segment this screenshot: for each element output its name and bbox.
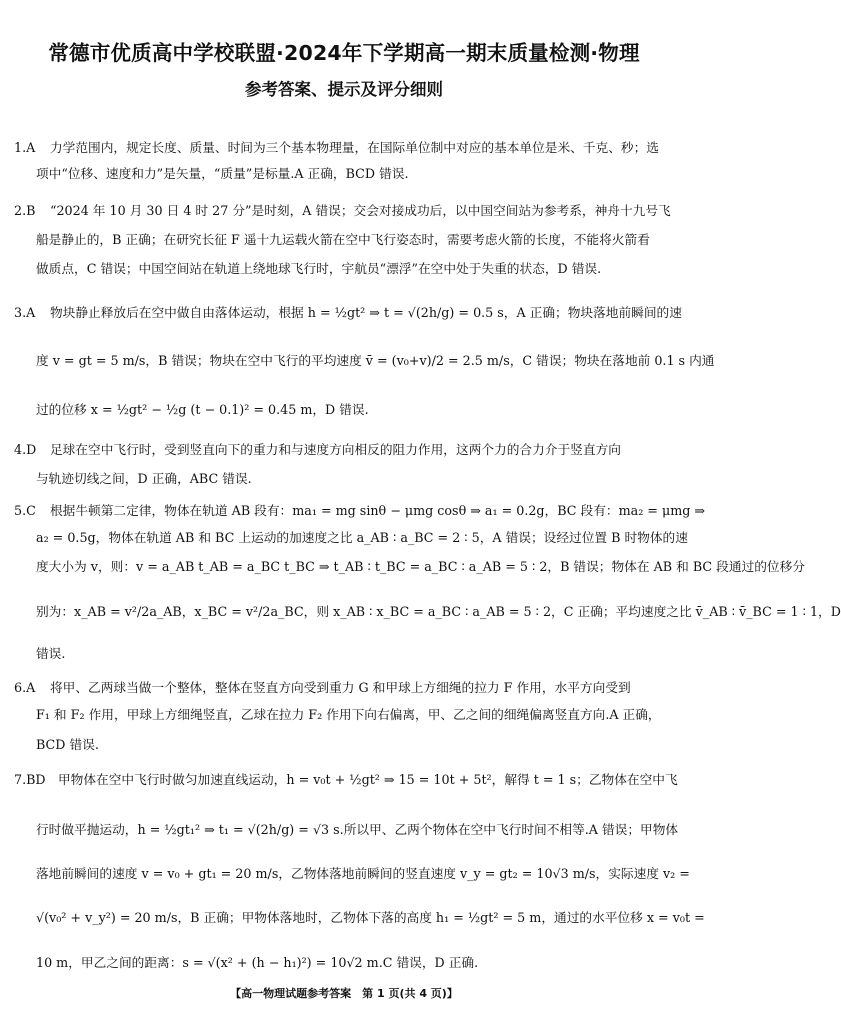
answer-text: 足球在空中飞行时，受到竖直向下的重力和与速度方向相反的阻力作用，这两个力的合力介于竖直方向	[50, 442, 621, 457]
answer-line	[36, 353, 715, 369]
answer-text: 根据牛顿第二定律，物体在轨道 AB 段有：ma₁ = mg sinθ − μmg cosθ ⇒ a₁ = 0.2g，BC 段有：ma₂ = μmg ⇒	[50, 503, 706, 518]
answer-text: F₁ 和 F₂ 作用，甲球上方细绳竖直，乙球在拉力 F₂ 作用下向右偏离，甲、乙之间的细绳偏离竖直方向.A 正确，	[36, 707, 661, 722]
answer-text: 项中“位移、速度和力”是矢量，“质量”是标量.A 正确，BCD 错误.	[36, 166, 409, 181]
answer-text: 度大小为 v，则：v = a_AB t_AB = a_BC t_BC ⇒ t_AB ∶ t_BC = a_BC ∶ a_AB = 5 ∶ 2，B 错误；物体在 AB 和 BC 段通过的位移分	[36, 559, 805, 574]
question-number: 5.C	[14, 503, 36, 518]
question-number: 6.A	[14, 680, 36, 695]
answer-text: 别为：x_AB = v²/2a_AB，x_BC = v²/2a_BC，则 x_AB ∶ x_BC = a_BC ∶ a_AB = 5 ∶ 2，C 正确；平均速度之比 v̄_AB ∶ v̄_BC = 1 ∶ 1，D	[36, 604, 841, 619]
answer-text: 行时做平抛运动，h = ½gt₁² ⇒ t₁ = √(2h/g) = √3 s.所以甲、乙两个物体在空中飞行时间不相等.A 错误；甲物体	[36, 822, 679, 837]
answer-text: 做质点，C 错误；中国空间站在轨道上绕地球飞行时，宇航员“漂浮”在空中处于失重的状态，D 错误.	[36, 261, 602, 276]
answer-text: √(v₀² + v_y²) = 20 m/s，B 正确；甲物体落地时，乙物体下落的高度 h₁ = ½gt² = 5 m，通过的水平位移 x = v₀t =	[36, 910, 705, 925]
answer-text: 将甲、乙两球当做一个整体，整体在竖直方向受到重力 G 和甲球上方细绳的拉力 F 作用，水平方向受到	[50, 680, 631, 695]
answer-text: 错误.	[36, 646, 66, 661]
question-number: 3.A	[14, 305, 36, 320]
answer-line	[36, 910, 705, 926]
question-number: 4.D	[14, 442, 37, 457]
answer-text: 甲物体在空中飞行时做匀加速直线运动，h = v₀t + ½gt² ⇒ 15 = 10t + 5t²，解得 t = 1 s；乙物体在空中飞	[58, 772, 678, 787]
answer-text: 过的位移 x = ½gt² − ½g (t − 0.1)² = 0.45 m，D 错误.	[36, 402, 369, 417]
answer-text: 度 v = gt = 5 m/s，B 错误；物块在空中飞行的平均速度 v̄ = (v₀+v)/2 = 2.5 m/s，C 错误；物块在落地前 0.1 s 内通	[36, 353, 715, 368]
answer-text: 物块静止释放后在空中做自由落体运动，根据 h = ½gt² ⇒ t = √(2h/g) = 0.5 s，A 正确；物块落地前瞬间的速	[50, 305, 682, 320]
answer-line	[36, 559, 805, 575]
answer-line	[36, 604, 841, 620]
answer-line	[36, 530, 688, 546]
answer-line	[36, 232, 678, 248]
question-number: 7.BD	[14, 772, 46, 787]
answer-line	[14, 140, 678, 156]
answer-line	[36, 471, 678, 487]
answer-text: 落地前瞬间的速度 v = v₀ + gt₁ = 20 m/s，乙物体落地前瞬间的竖直速度 v_y = gt₂ = 10√3 m/s，实际速度 v₂ =	[36, 866, 690, 881]
answer-text: 力学范围内，规定长度、质量、时间为三个基本物理量，在国际单位制中对应的基本单位是米、千克、秒；选	[50, 140, 659, 155]
answer-line	[36, 261, 678, 277]
answer-line	[36, 166, 678, 182]
answer-line	[36, 955, 678, 971]
answer-line	[14, 442, 678, 458]
answer-line	[14, 503, 706, 519]
answer-line	[14, 680, 678, 696]
answer-line	[36, 737, 678, 753]
page-subtitle: 参考答案、提示及评分细则	[245, 80, 443, 99]
answer-text: a₂ = 0.5g，物体在轨道 AB 和 BC 上运动的加速度之比 a_AB ∶ a_BC = 2 ∶ 5，A 错误；设经过位置 B 时物体的速	[36, 530, 688, 545]
answer-line	[14, 772, 678, 788]
page-footer: 【高一物理试题参考答案 第 1 页(共 4 页)】	[230, 987, 458, 1000]
answer-line	[36, 707, 678, 723]
answer-line	[14, 203, 678, 219]
answer-line	[14, 305, 682, 321]
answer-text: 与轨迹切线之间，D 正确，ABC 错误.	[36, 471, 252, 486]
answer-line	[36, 646, 678, 662]
answer-text: BCD 错误.	[36, 737, 99, 752]
question-number: 2.B	[14, 203, 36, 218]
page-title: 常德市优质高中学校联盟·2024年下学期高一期末质量检测·物理	[48, 41, 640, 65]
answer-text: “2024 年 10 月 30 日 4 时 27 分”是时刻，A 错误；交会对接成功后，以中国空间站为参考系，神舟十九号飞	[50, 203, 671, 218]
answer-line	[36, 866, 690, 882]
question-number: 1.A	[14, 140, 36, 155]
answer-text: 10 m，甲乙之间的距离：s = √(x² + (h − h₁)²) = 10√2 m.C 错误，D 正确.	[36, 955, 479, 970]
answer-line	[36, 822, 678, 838]
answer-text: 船是静止的，B 正确；在研究长征 F 遥十九运载火箭在空中飞行姿态时，需要考虑火箭的长度，不能将火箭看	[36, 232, 650, 247]
answer-line	[36, 402, 678, 418]
